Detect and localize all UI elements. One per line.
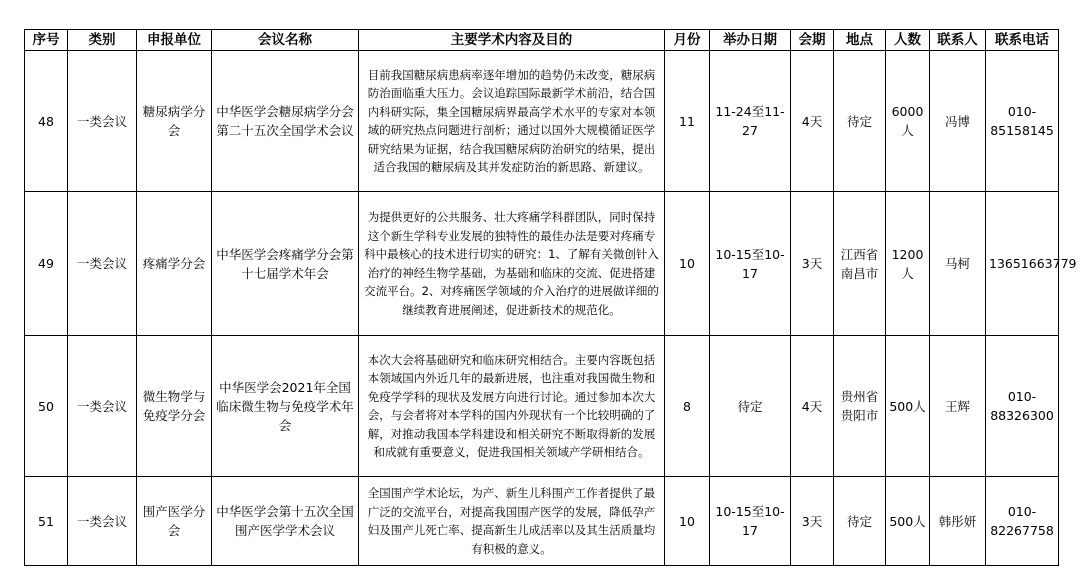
cell-content: 全国围产学术论坛，为产、新生儿科围产工作者提供了最广泛的交流平台，对提高我国围产医学的发展，降低孕产妇及围产儿死亡率、提高新生儿成活率以及其生活质量均有积极的意义。 <box>359 477 665 566</box>
cell-people: 6000人 <box>886 51 930 192</box>
table-row <box>25 192 1059 336</box>
cell-date: 10-15至10-17 <box>710 192 791 336</box>
cell-duration: 4天 <box>791 336 834 477</box>
header-meeting-name: 会议名称 <box>212 30 359 51</box>
cell-category: 一类会议 <box>68 336 137 477</box>
header-people: 人数 <box>886 30 930 51</box>
cell-category: 一类会议 <box>68 192 137 336</box>
cell-category: 一类会议 <box>68 477 137 566</box>
cell-place: 待定 <box>834 51 886 192</box>
cell-meeting-name: 中华医学会糖尿病学分会第二十五次全国学术会议 <box>212 51 359 192</box>
cell-meeting-name: 中华医学会疼痛学分会第十七届学术年会 <box>212 192 359 336</box>
cell-content: 为提供更好的公共服务、壮大疼痛学科群团队，同时保持这个新生学科专业发展的独特性的最佳办法是要对疼痛专科中最核心的技术进行切实的研究：1、了解有关微创针入治疗的神经生物学基础，为基础和临床的交流、促进搭建交流平台。2、对疼痛医学领域的介入治疗的进展做详细的继续教育进展阐述，促进新技术的规范化。 <box>359 192 665 336</box>
header-unit: 申报单位 <box>137 30 212 51</box>
header-category: 类别 <box>68 30 137 51</box>
cell-unit: 围产医学分会 <box>137 477 212 566</box>
table-row <box>25 477 1059 566</box>
cell-month: 10 <box>665 192 710 336</box>
header-content: 主要学术内容及目的 <box>359 30 665 51</box>
cell-duration: 3天 <box>791 192 834 336</box>
header-no: 序号 <box>25 30 68 51</box>
cell-people: 500人 <box>886 336 930 477</box>
table-row <box>25 336 1059 477</box>
header-date: 举办日期 <box>710 30 791 51</box>
cell-duration: 4天 <box>791 51 834 192</box>
cell-unit: 微生物学与免疫学分会 <box>137 336 212 477</box>
cell-date: 11-24至11-27 <box>710 51 791 192</box>
cell-month: 11 <box>665 51 710 192</box>
conference-table-container <box>24 29 1077 566</box>
header-place: 地点 <box>834 30 886 51</box>
cell-category: 一类会议 <box>68 51 137 192</box>
cell-contact: 韩彤妍 <box>930 477 986 566</box>
cell-phone: 010-82267758 <box>986 477 1059 566</box>
header-contact: 联系人 <box>930 30 986 51</box>
cell-date: 待定 <box>710 336 791 477</box>
cell-no: 50 <box>25 336 68 477</box>
cell-content: 本次大会将基础研究和临床研究相结合。主要内容既包括本领域国内外近几年的最新进展，也注重对我国微生物和免疫学学科的现状及发展方向进行讨论。通过参加本次大会，与会者将对本学科的国内外现状有一个比较明确的了解，对推动我国本学科建设和相关研究不断取得新的发展和成就有重要意义，促进我国相关领域产学研相结合。 <box>359 336 665 477</box>
cell-people: 1200人 <box>886 192 930 336</box>
cell-place: 江西省南昌市 <box>834 192 886 336</box>
header-month: 月份 <box>665 30 710 51</box>
cell-month: 8 <box>665 336 710 477</box>
cell-duration: 3天 <box>791 477 834 566</box>
cell-people: 500人 <box>886 477 930 566</box>
table-row <box>25 51 1059 192</box>
header-row <box>25 30 1059 51</box>
conference-table <box>24 29 1077 566</box>
cell-contact: 冯博 <box>930 51 986 192</box>
cell-content: 目前我国糖尿病患病率逐年增加的趋势仍未改变，糖尿病防治面临重大压力。会议追踪国际最新学术前沿，结合国内科研实际，集全国糖尿病界最高学术水平的专家对本领域的研究热点问题进行剖析；通过以国外大规模循证医学研究结果为证据，结合我国糖尿病防治研究的结果，提出适合我国的糖尿病及其并发症防治的新思路、新建议。 <box>359 51 665 192</box>
cell-meeting-name: 中华医学会第十五次全国围产医学学术会议 <box>212 477 359 566</box>
cell-phone: 010-88326300 <box>986 336 1059 477</box>
cell-contact: 马柯 <box>930 192 986 336</box>
cell-phone: 13651663779 <box>986 192 1059 336</box>
cell-place: 待定 <box>834 477 886 566</box>
cell-month: 10 <box>665 477 710 566</box>
cell-phone: 010-85158145 <box>986 51 1059 192</box>
cell-unit: 糖尿病学分会 <box>137 51 212 192</box>
header-duration: 会期 <box>791 30 834 51</box>
cell-no: 49 <box>25 192 68 336</box>
cell-unit: 疼痛学分会 <box>137 192 212 336</box>
cell-date: 10-15至10-17 <box>710 477 791 566</box>
cell-contact: 王辉 <box>930 336 986 477</box>
cell-place: 贵州省贵阳市 <box>834 336 886 477</box>
cell-no: 51 <box>25 477 68 566</box>
cell-no: 48 <box>25 51 68 192</box>
cell-meeting-name: 中华医学会2021年全国临床微生物与免疫学术年会 <box>212 336 359 477</box>
header-phone: 联系电话 <box>986 30 1059 51</box>
